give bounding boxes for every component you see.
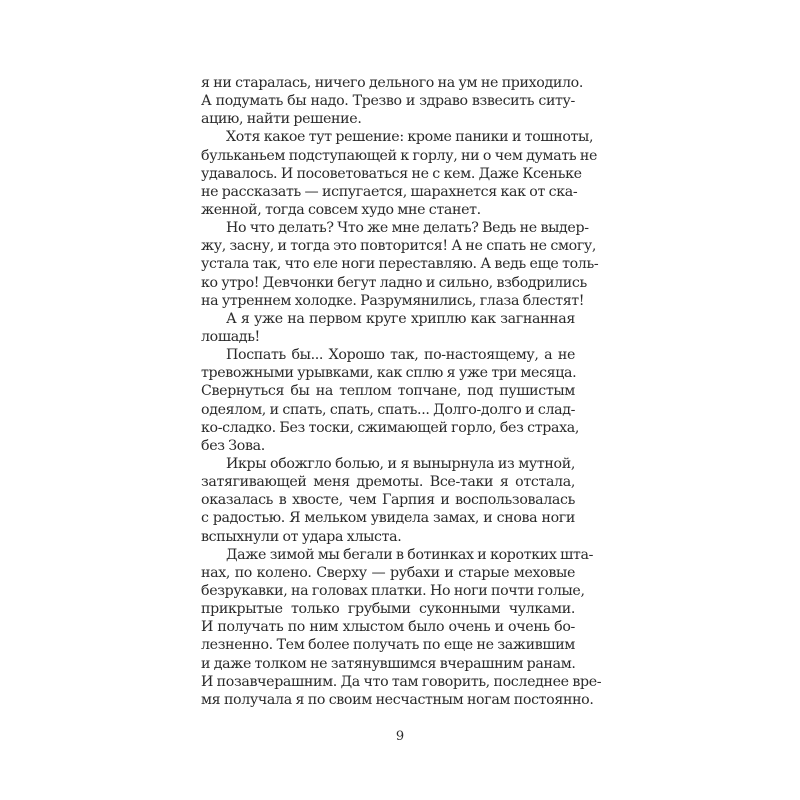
- text-line: Свернуться бы на теплом топчане, под пушистым: [201, 383, 575, 400]
- text-line: ко-сладко. Без тоски, сжимающей горло, без страха,: [201, 419, 580, 436]
- text-line: тревожными урывками, как сплю я уже три месяца.: [201, 365, 577, 382]
- text-line: оказалась в хвосте, чем Гарпия и воспользовалась: [201, 492, 575, 509]
- text-line: жу, засну, и тогда это повторится! А не спать не смогу,: [201, 238, 597, 255]
- text-line: А подумать бы надо. Трезво и здраво взвесить ситу-: [201, 93, 575, 110]
- text-line: Хотя какое тут решение: кроме паники и тошноты,: [226, 129, 594, 146]
- text-line: А я уже на первом круге хриплю как загнанная: [226, 310, 575, 327]
- text-line: бульканьем подступающей к горлу, ни о чем думать не: [201, 147, 598, 164]
- text-line: ко утро! Девчонки бегут ладно и сильно, взбодрились: [201, 274, 587, 291]
- text-line: без Зова.: [201, 437, 265, 454]
- body-text: [201, 74, 602, 709]
- text-line: И получать по ним хлыстом было очень и очень бо-: [201, 619, 575, 636]
- text-line: Икры обожгло болью, и я вынырнула из мутной,: [226, 455, 575, 472]
- text-line: лошадь!: [201, 328, 260, 345]
- text-line: одеялом, и спать, спать, спать... Долго-долго и слад-: [201, 401, 576, 418]
- text-line: Даже зимой мы бегали в ботинках и коротких шта-: [226, 546, 594, 563]
- text-line: затягивающей меня дремоты. Все-таки я отстала,: [201, 474, 575, 491]
- page-number: 9: [395, 729, 405, 744]
- text-line: ацию, найти решение.: [201, 111, 362, 128]
- text-line: на утреннем холодке. Разрумянились, глаза блестят!: [201, 292, 585, 309]
- text-line: Поспать бы... Хорошо так, по-настоящему, а не: [226, 347, 575, 364]
- text-line: не рассказать — испугается, шарахнется как от ска-: [201, 183, 578, 200]
- text-line: и даже толком не затянувшимся вчерашним ранам.: [201, 655, 576, 672]
- text-line: женной, тогда совсем худо мне станет.: [201, 201, 481, 218]
- text-line: нах, по колено. Сверху — рубахи и старые меховые: [201, 564, 575, 581]
- text-line: мя получала я по своим несчастным ногам постоянно.: [201, 691, 594, 708]
- text-line: И позавчерашним. Да что там говорить, последнее вре-: [201, 673, 602, 690]
- text-line: я ни старалась, ничего дельного на ум не приходило.: [201, 75, 583, 91]
- text-line: Но что делать? Что же мне делать? Ведь не выдер-: [226, 220, 589, 237]
- text-line: лезненно. Тем более получать по еще не зажившим: [201, 637, 575, 654]
- text-line: прикрытые только грубыми суконными чулками.: [201, 601, 575, 618]
- text-line: с радостью. Я мельком увидела замах, и снова ноги: [201, 510, 575, 527]
- text-line: устала так, что еле ноги переставляю. А ведь еще толь-: [201, 256, 599, 273]
- text-line: безрукавки, на головах платки. Но ноги почти голые,: [201, 582, 585, 599]
- text-line: вспыхнули от удара хлыста.: [201, 528, 402, 545]
- text-line: удавалось. И посоветоваться не с кем. Даже Ксеньке: [201, 165, 582, 182]
